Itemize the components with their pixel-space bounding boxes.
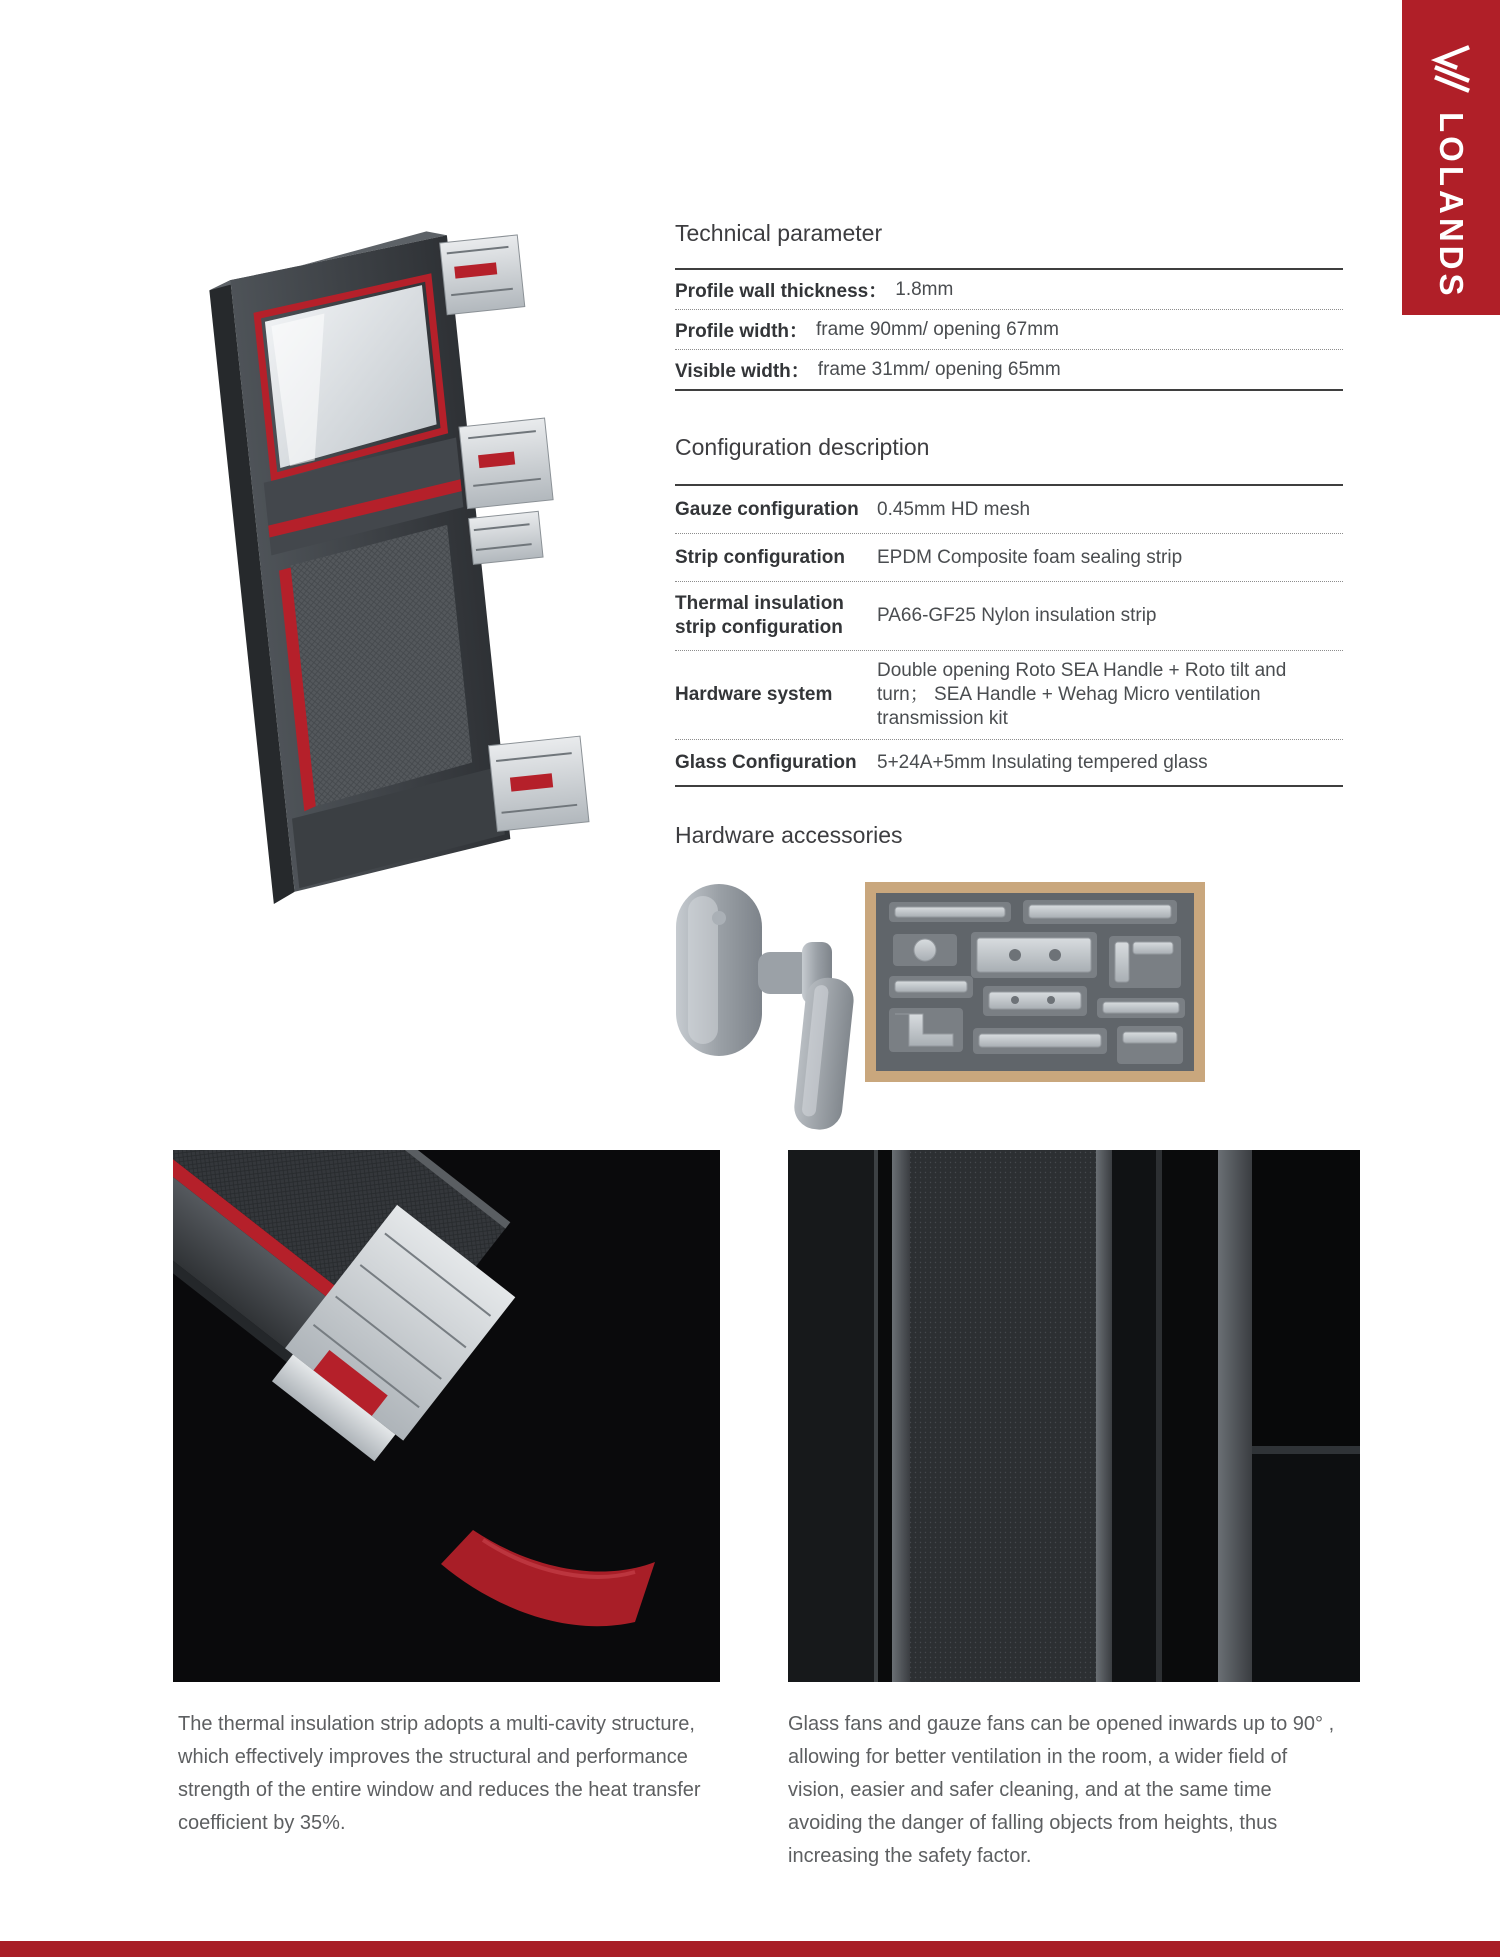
brand-logo-icon xyxy=(1431,44,1471,96)
brand-banner-content xyxy=(1402,0,1500,315)
row-value: Double opening Roto SEA Handle + Roto tilt and turn； SEA Handle + Wehag Micro ventilation transmission kit xyxy=(877,660,1287,729)
window-fans-caption: Glass fans and gauze fans can be opened inwards up to 90° , allowing for better ventilation in the room, a wider field of vision, easier and safer cleaning, and at the same time avoiding the danger of falling objects from heights, thus increasing the safety factor. xyxy=(788,1713,1335,1867)
row-label: Thermal insulation strip configuration xyxy=(675,593,844,638)
table-row xyxy=(675,270,1343,309)
table-row xyxy=(675,486,1343,533)
row-label: Profile width： xyxy=(675,321,809,342)
table-row xyxy=(675,349,1343,389)
row-label: Profile wall thickness： xyxy=(675,281,888,302)
row-value: 1.8mm xyxy=(895,278,954,300)
brand-name: LOLANDS xyxy=(1433,112,1470,300)
row-value: 5+24A+5mm Insulating tempered glass xyxy=(877,751,1208,773)
row-value: frame 31mm/ opening 65mm xyxy=(817,358,1061,380)
configuration-description-table xyxy=(675,484,1343,787)
configuration-description-title: Configuration description xyxy=(675,434,930,460)
thermal-strip-caption: The thermal insulation strip adopts a multi-cavity structure, which effectively improves the structural and performance strength of the entire window and reduces the heat transfer coefficient by 35%. xyxy=(178,1713,701,1834)
table-row xyxy=(675,581,1343,650)
row-label: Gauze configuration xyxy=(675,498,859,520)
row-label: Hardware system xyxy=(675,684,833,705)
table-row xyxy=(675,650,1343,739)
window-profile-render xyxy=(150,195,630,915)
technical-parameter-title: Technical parameter xyxy=(675,220,883,246)
thermal-strip-render-image xyxy=(173,1150,720,1682)
brand-banner xyxy=(1402,0,1500,315)
table-row xyxy=(675,533,1343,581)
row-value: 0.45mm HD mesh xyxy=(877,498,1031,520)
footer-accent-bar xyxy=(0,1941,1500,1957)
window-fans-render-image xyxy=(788,1150,1360,1682)
row-label: Visible width： xyxy=(675,361,810,382)
row-value: PA66-GF25 Nylon insulation strip xyxy=(877,605,1157,626)
row-label: Strip configuration xyxy=(675,546,845,568)
row-value: frame 90mm/ opening 67mm xyxy=(816,318,1059,340)
technical-parameter-table xyxy=(675,268,1343,391)
row-value: EPDM Composite foam sealing strip xyxy=(877,546,1183,568)
window-handle-image xyxy=(662,876,892,1134)
hardware-accessories-title: Hardware accessories xyxy=(675,822,903,848)
table-row xyxy=(675,309,1343,349)
row-label: Glass Configuration xyxy=(675,751,857,773)
table-row xyxy=(675,739,1343,785)
hardware-kit-box-image xyxy=(865,882,1205,1082)
